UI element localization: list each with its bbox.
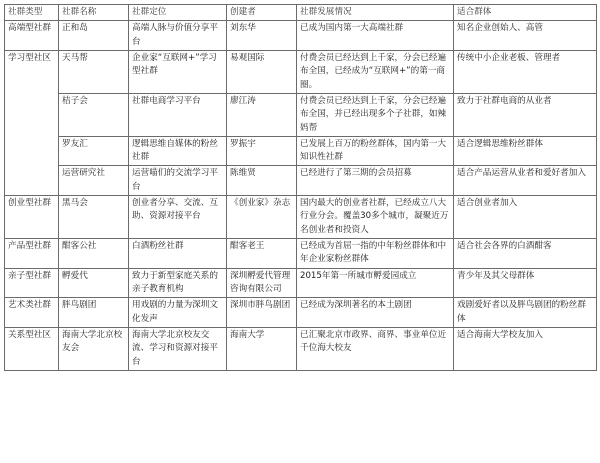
header-type: 社群类型 — [5, 5, 59, 21]
table-row — [5, 50, 597, 93]
cell-position: 创业者分享、交流、互助、资源对接平台 — [129, 196, 227, 239]
cell-status: 国内最大的创业者社群，已经成立八大行业分会。覆盖30多个城市，凝聚近万名创业者和投资人 — [297, 196, 454, 239]
cell-type: 关系型社区 — [5, 327, 59, 370]
cell-position: 运营喵们的交流学习平台 — [129, 166, 227, 196]
cell-audience: 适合社会各界的白酒酣客 — [454, 239, 597, 269]
cell-audience: 致力于社群电商的从业者 — [454, 93, 597, 136]
cell-name: 孵爱代 — [59, 268, 129, 298]
cell-creator: 酣客老王 — [227, 239, 297, 269]
cell-position: 致力于新型家庭关系的亲子教育机构 — [129, 268, 227, 298]
cell-status: 已发展上百万的粉丝群体，国内第一大知识性社群 — [297, 136, 454, 166]
cell-type: 创业型社群 — [5, 196, 59, 239]
table-row — [5, 196, 597, 239]
cell-type: 高端型社群 — [5, 21, 59, 51]
cell-type: 学习型社区 — [5, 50, 59, 195]
cell-name: 罗友汇 — [59, 136, 129, 166]
table-header-row — [5, 5, 597, 21]
cell-position: 逻辑思维自媒体的粉丝社群 — [129, 136, 227, 166]
cell-status: 已经进行了第三期的会员招募 — [297, 166, 454, 196]
table-row — [5, 239, 597, 269]
cell-name: 胖鸟剧团 — [59, 298, 129, 328]
header-name: 社群名称 — [59, 5, 129, 21]
header-creator: 创建者 — [227, 5, 297, 21]
cell-position: 企业家“互联网+”学习型社群 — [129, 50, 227, 93]
table-row — [5, 166, 597, 196]
cell-creator: 深圳孵爱代管理咨询有限公司 — [227, 268, 297, 298]
cell-audience: 青少年及其父母群体 — [454, 268, 597, 298]
cell-audience: 传统中小企业老板、管理者 — [454, 50, 597, 93]
cell-audience: 知名企业创始人、高管 — [454, 21, 597, 51]
table-row — [5, 327, 597, 370]
cell-type: 亲子型社群 — [5, 268, 59, 298]
cell-position: 用戏剧的力量为深圳文化发声 — [129, 298, 227, 328]
cell-type: 产品型社群 — [5, 239, 59, 269]
cell-status: 已成为国内第一大高端社群 — [297, 21, 454, 51]
cell-type: 艺术类社群 — [5, 298, 59, 328]
cell-status: 付费会员已经达到上千家，分会已经遍布全国，并已经出现多个子社群，如辣妈帮 — [297, 93, 454, 136]
cell-audience: 戏剧爱好者以及胖鸟剧团的粉丝群体 — [454, 298, 597, 328]
cell-position: 白酒粉丝社群 — [129, 239, 227, 269]
cell-creator: 廖江涛 — [227, 93, 297, 136]
cell-creator: 海南大学 — [227, 327, 297, 370]
cell-position: 海南大学北京校友交流、学习和资源对接平台 — [129, 327, 227, 370]
cell-creator: 《创业家》杂志 — [227, 196, 297, 239]
cell-creator: 陈维贤 — [227, 166, 297, 196]
header-audience: 适合群体 — [454, 5, 597, 21]
cell-status: 付费会员已经达到上千家，分会已经遍布全国，已经成为“互联网+”的第一商圈。 — [297, 50, 454, 93]
cell-audience: 适合产品运营从业者和爱好者加入 — [454, 166, 597, 196]
header-status: 社群发展情况 — [297, 5, 454, 21]
cell-status: 已经成为首屈一指的中年粉丝群体和中年企业家粉丝群体 — [297, 239, 454, 269]
header-position: 社群定位 — [129, 5, 227, 21]
table-row — [5, 93, 597, 136]
cell-position: 高端人脉与价值分享平台 — [129, 21, 227, 51]
cell-audience: 适合创业者加入 — [454, 196, 597, 239]
cell-audience: 适合逻辑思维粉丝群体 — [454, 136, 597, 166]
cell-audience: 适合海南大学校友加入 — [454, 327, 597, 370]
table-row — [5, 298, 597, 328]
cell-name: 黑马会 — [59, 196, 129, 239]
cell-name: 运营研究社 — [59, 166, 129, 196]
cell-name: 天马帮 — [59, 50, 129, 93]
cell-creator: 罗振宇 — [227, 136, 297, 166]
cell-creator: 易观国际 — [227, 50, 297, 93]
cell-name: 桔子会 — [59, 93, 129, 136]
cell-name: 海南大学北京校友会 — [59, 327, 129, 370]
cell-creator: 刘东华 — [227, 21, 297, 51]
cell-status: 已经成为深圳著名的本土剧团 — [297, 298, 454, 328]
cell-name: 酣客公社 — [59, 239, 129, 269]
table-row — [5, 21, 597, 51]
cell-status: 2015年第一所城市孵爱园成立 — [297, 268, 454, 298]
cell-position: 社群电商学习平台 — [129, 93, 227, 136]
community-table — [4, 4, 597, 371]
table-row — [5, 268, 597, 298]
cell-name: 正和岛 — [59, 21, 129, 51]
table-row — [5, 136, 597, 166]
cell-creator: 深圳市胖鸟剧团 — [227, 298, 297, 328]
cell-status: 已汇聚北京市政界、商界、事业单位近千位海大校友 — [297, 327, 454, 370]
